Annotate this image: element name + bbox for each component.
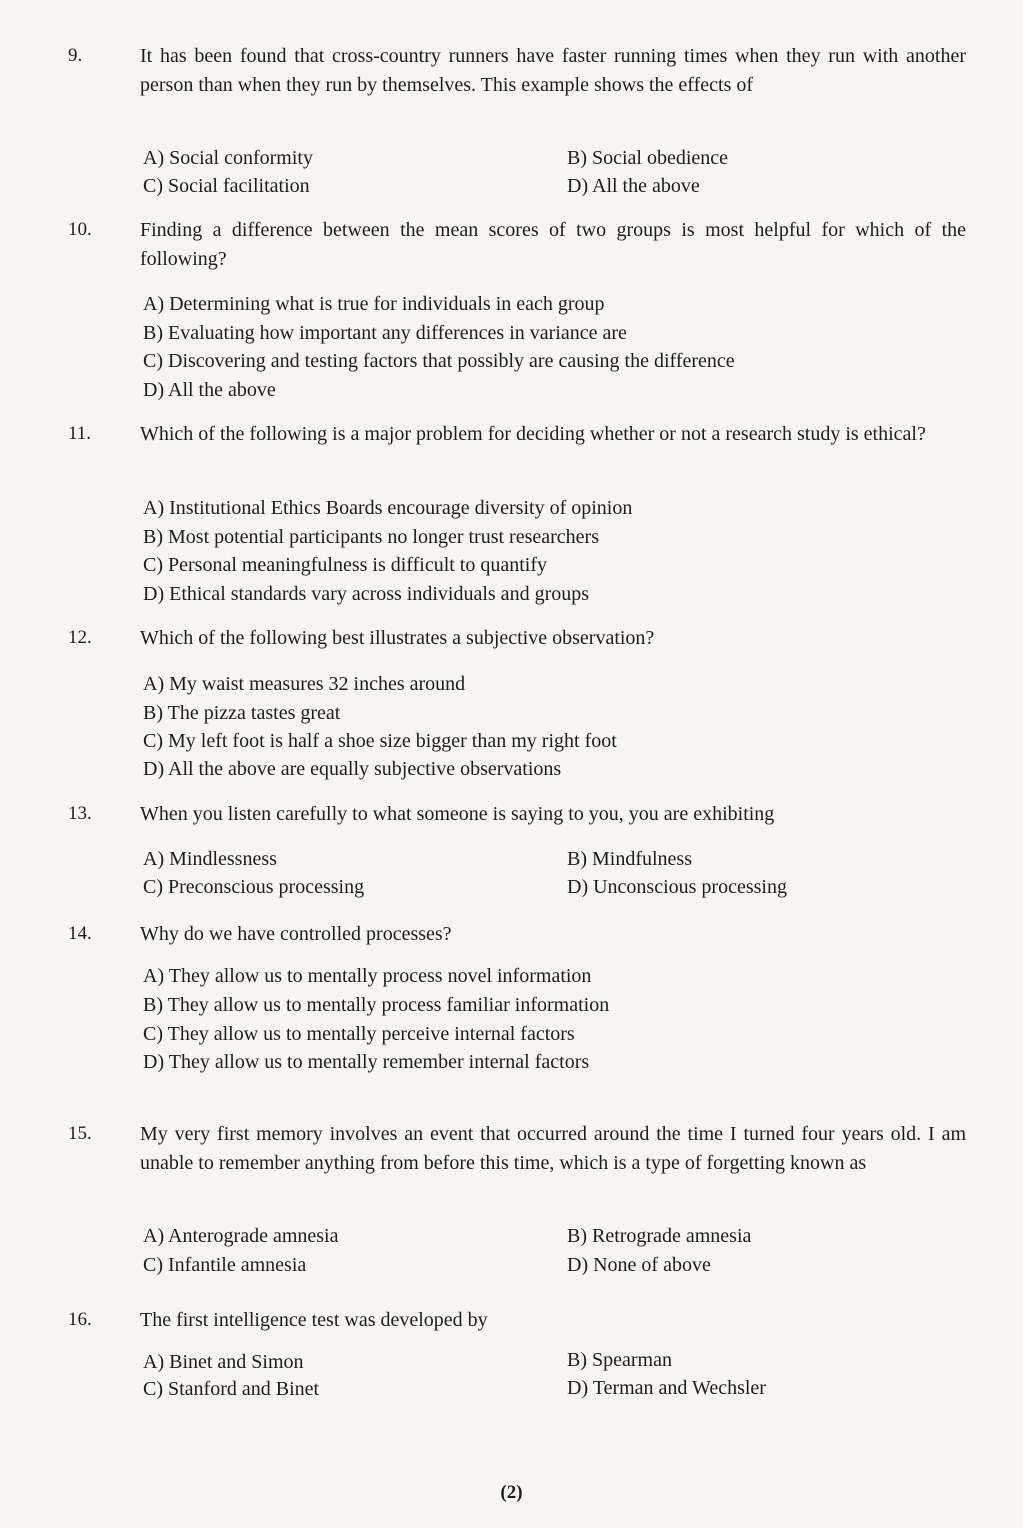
- option-c[interactable]: C) Social facilitation: [143, 175, 310, 197]
- option-c[interactable]: C) Preconscious processing: [143, 876, 365, 898]
- option-d[interactable]: D) Unconscious processing: [567, 876, 787, 898]
- option-b[interactable]: B) The pizza tastes great: [143, 702, 341, 724]
- option-a[interactable]: A) Institutional Ethics Boards encourage diversity of opinion: [143, 497, 633, 519]
- option-d[interactable]: D) Terman and Wechsler: [567, 1377, 766, 1399]
- question-text: Finding a difference between the mean scores of two groups is most helpful for which of the following?: [140, 219, 966, 270]
- option-d[interactable]: D) Ethical standards vary across individuals and groups: [143, 583, 590, 605]
- option-a[interactable]: A) Mindlessness: [143, 848, 277, 870]
- question-text: The first intelligence test was developed by: [140, 1309, 488, 1331]
- option-a[interactable]: A) Anterograde amnesia: [143, 1225, 339, 1247]
- option-c[interactable]: C) Personal meaningfulness is difficult to quantify: [143, 554, 548, 576]
- option-d[interactable]: D) All the above: [143, 379, 276, 401]
- option-c[interactable]: C) They allow us to mentally perceive internal factors: [143, 1023, 575, 1045]
- option-c[interactable]: C) Infantile amnesia: [143, 1254, 307, 1276]
- question-number: 11.: [68, 423, 92, 444]
- question-text: Which of the following is a major problem for deciding whether or not a research study is ethical?: [140, 423, 926, 445]
- question-number: 9.: [68, 45, 83, 66]
- option-d[interactable]: D) All the above are equally subjective observations: [143, 758, 562, 780]
- question-text: Which of the following best illustrates a subjective observation?: [140, 627, 655, 649]
- option-c[interactable]: C) My left foot is half a shoe size bigger than my right foot: [143, 730, 617, 752]
- option-d[interactable]: D) They allow us to mentally remember internal factors: [143, 1051, 590, 1073]
- option-a[interactable]: A) They allow us to mentally process novel information: [143, 965, 592, 987]
- option-a[interactable]: A) My waist measures 32 inches around: [143, 673, 466, 695]
- question-number: 13.: [68, 803, 92, 824]
- option-b[interactable]: B) They allow us to mentally process familiar information: [143, 994, 610, 1016]
- question-text: My very first memory involves an event that occurred around the time I turned four years old. I am unable to remember anything from before this time, which is a type of forgetting known as: [140, 1123, 966, 1174]
- option-b[interactable]: B) Mindfulness: [567, 848, 692, 870]
- option-c[interactable]: C) Stanford and Binet: [143, 1378, 320, 1400]
- question-text: Why do we have controlled processes?: [140, 923, 452, 945]
- option-d[interactable]: D) All the above: [567, 175, 700, 197]
- option-b[interactable]: B) Retrograde amnesia: [567, 1225, 752, 1247]
- question-text: When you listen carefully to what someone is saying to you, you are exhibiting: [140, 803, 775, 825]
- option-b[interactable]: B) Social obedience: [567, 147, 729, 169]
- question-number: 14.: [68, 923, 92, 944]
- page-number: (2): [500, 1482, 523, 1503]
- option-a[interactable]: A) Determining what is true for individuals in each group: [143, 293, 605, 315]
- question-number: 10.: [68, 219, 92, 240]
- question-number: 16.: [68, 1309, 92, 1330]
- option-d[interactable]: D) None of above: [567, 1254, 711, 1276]
- option-b[interactable]: B) Spearman: [567, 1349, 672, 1371]
- question-number: 12.: [68, 627, 92, 648]
- question-text: It has been found that cross-country runners have faster running times when they run with another person than when they run by themselves. This example shows the effects of: [140, 45, 966, 96]
- option-a[interactable]: A) Social conformity: [143, 147, 313, 169]
- option-c[interactable]: C) Discovering and testing factors that possibly are causing the difference: [143, 350, 735, 372]
- question-number: 15.: [68, 1123, 92, 1144]
- option-b[interactable]: B) Evaluating how important any differences in variance are: [143, 322, 627, 344]
- option-a[interactable]: A) Binet and Simon: [143, 1351, 304, 1373]
- option-b[interactable]: B) Most potential participants no longer trust researchers: [143, 526, 599, 548]
